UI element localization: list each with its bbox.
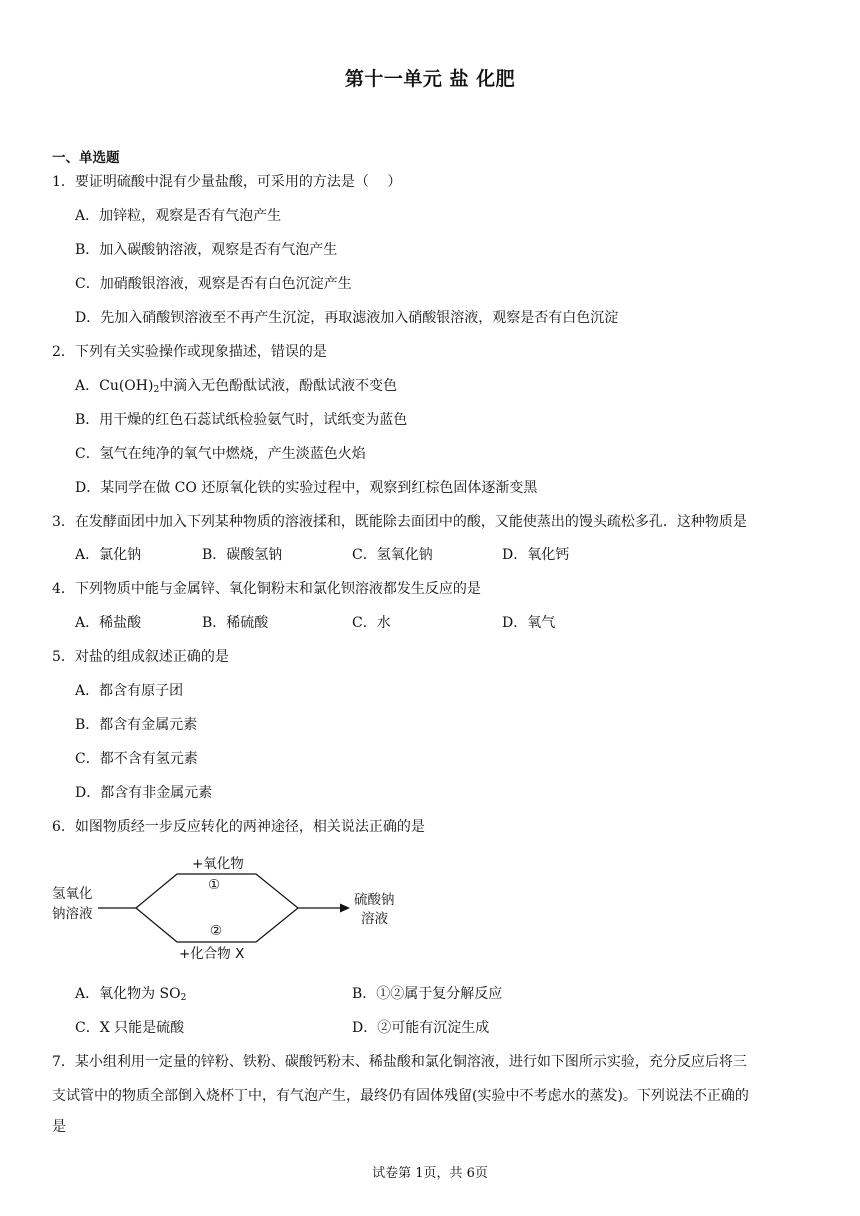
option-a-text: 中滴入无色酚酞试液，酚酞试液不变色	[159, 378, 398, 394]
question-3-option-b: B．碳酸氢钠	[202, 547, 283, 563]
question-2-option-d: D．某同学在做 CO 还原氧化铁的实验过程中，观察到红棕色固体逐渐变黑	[75, 480, 538, 496]
question-5-stem: 5．对盐的组成叙述正确的是	[52, 649, 229, 665]
question-2-option-a	[75, 377, 397, 399]
question-4-option-b: B．稀硫酸	[202, 615, 269, 631]
question-4-option-d: D．氧气	[502, 615, 556, 631]
question-6-option-d: D．②可能有沉淀生成	[352, 1020, 490, 1036]
question-3-option-a: A．氯化钠	[75, 547, 142, 563]
diagram-top-label: +氧化物	[192, 856, 244, 872]
page-footer: 试卷第 1页，共 6页	[372, 1166, 488, 1181]
diagram-left-label-line2: 钠溶液	[52, 906, 93, 922]
question-1-stem: 1．要证明硫酸中混有少量盐酸，可采用的方法是（ ）	[52, 174, 402, 190]
diagram-arrow-head	[340, 904, 350, 913]
question-6-option-c: C．X 只能是硫酸	[75, 1020, 185, 1036]
question-1-option-b: B．加入碳酸钠溶液，观察是否有气泡产生	[75, 242, 338, 258]
question-4-option-c: C．水	[352, 615, 391, 631]
question-5-option-a: A．都含有原子团	[75, 683, 184, 699]
question-1-option-c: C．加硝酸银溶液，观察是否有白色沉淀产生	[75, 276, 352, 292]
option-a-formula: A．Cu(OH)	[75, 378, 154, 394]
diagram-right-label-line2: 溶液	[361, 911, 388, 927]
question-2-option-c: C．氢气在纯净的氧气中燃烧，产生淡蓝色火焰	[75, 446, 366, 462]
question-6-option-a	[75, 985, 186, 1007]
diagram-bottom-label: +化合物 X	[179, 946, 245, 962]
diagram-left-label-line1: 氢氧化	[52, 886, 93, 902]
subscript: 2	[153, 385, 160, 395]
subscript: 2	[180, 993, 187, 1003]
question-7-stem-line1: 7．某小组利用一定量的锌粉、铁粉、碳酸钙粉末、稀盐酸和氯化铜溶液，进行如下图所示实验，充分反应后将三	[52, 1054, 747, 1070]
question-2-stem: 2．下列有关实验操作或现象描述，错误的是	[52, 344, 327, 360]
diagram-right-label-line1: 硫酸钠	[354, 892, 395, 908]
question-6-option-b: B．①②属于复分解反应	[352, 986, 503, 1002]
question-7-stem-line2: 支试管中的物质全部倒入烧杯丁中，有气泡产生，最终仍有固体残留(实验中不考虑水的蒸发)。下列说法不正确的	[52, 1088, 749, 1104]
question-5-option-c: C．都不含有氢元素	[75, 751, 198, 767]
diagram-bottom-step-number: ②	[210, 923, 223, 939]
question-4-option-a: A．稀盐酸	[75, 615, 142, 631]
question-1-option-d: D．先加入硝酸钡溶液至不再产生沉淀，再取滤液加入硝酸银溶液，观察是否有白色沉淀	[75, 310, 619, 326]
question-3-option-d: D．氧化钙	[502, 547, 570, 563]
question-3-stem: 3．在发酵面团中加入下列某种物质的溶液揉和，既能除去面团中的酸，又能使蒸出的馒头疏松多孔．这种物质是	[52, 514, 747, 530]
question-3-option-c: C．氢氧化钠	[352, 547, 433, 563]
question-5-option-d: D．都含有非金属元素	[75, 785, 213, 801]
question-2-option-b: B．用干燥的红色石蕊试纸检验氨气时，试纸变为蓝色	[75, 412, 408, 428]
question-4-stem: 4．下列物质中能与金属锌、氧化铜粉末和氯化钡溶液都发生反应的是	[52, 581, 481, 597]
reaction-pathway-diagram	[50, 848, 410, 966]
page-title: 第十一单元 盐 化肥	[344, 68, 516, 90]
question-1-option-a: A．加锌粒，观察是否有气泡产生	[75, 208, 282, 224]
question-5-option-b: B．都含有金属元素	[75, 717, 198, 733]
question-7-stem-line3: 是	[52, 1119, 66, 1135]
option-a-text: A．氧化物为 SO	[75, 986, 181, 1002]
diagram-top-step-number: ①	[208, 877, 221, 893]
section-heading: 一、单选题	[52, 150, 120, 166]
question-6-stem: 6．如图物质经一步反应转化的两神途径，相关说法正确的是	[52, 819, 425, 835]
